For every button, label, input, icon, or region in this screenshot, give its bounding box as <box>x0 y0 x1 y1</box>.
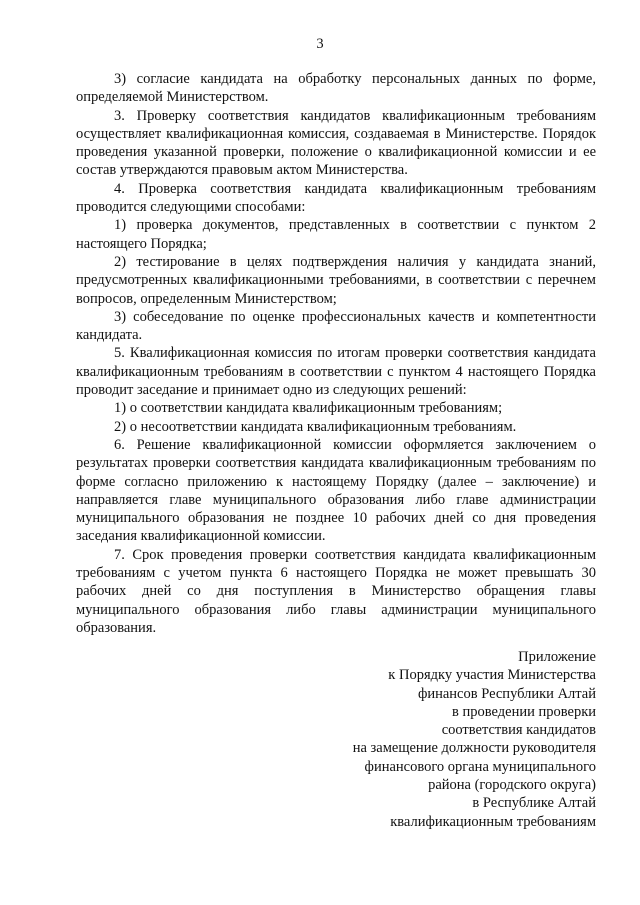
paragraph-5: 5. Квалификационная комиссия по итогам проверки соответствия кандидата квалификационным требованиям в соответствии с пунктом 4 настоящего Порядка проводит заседание и принимает одно из следующих решений: <box>76 345 596 399</box>
appendix-line: финансового органа муниципального <box>364 758 596 775</box>
paragraph-3: 3. Проверку соответствия кандидатов квалификационным требованиям осуществляет квалификационная комиссия, создаваемая в Министерстве. Порядок проведения указанной проверки, положение о квалификационной комиссии и ее состав утверждаются правовым актом Министерства. <box>76 107 596 179</box>
appendix-line: на замещение должности руководителя <box>352 740 596 757</box>
appendix-line: финансов Республики Алтай <box>417 685 596 702</box>
appendix-line: квалификационным требованиям <box>390 813 596 830</box>
appendix-line: к Порядку участия Министерства <box>388 667 596 684</box>
appendix-line: Приложение <box>518 649 596 665</box>
page-number: 3 <box>316 36 324 52</box>
appendix-line: района (городского округа) <box>428 777 596 794</box>
appendix-line: в Республике Алтай <box>472 795 596 812</box>
paragraph-4: 4. Проверка соответствия кандидата квалификационным требованиям проводится следующими способами: <box>76 180 596 216</box>
paragraph-6: 6. Решение квалификационной комиссии оформляется заключением о результатах проверки соответствия кандидата квалификационным требованиям по форме согласно приложению к настоящему Порядку (далее – заключение) и направляется главе муниципального образования либо главе администрации муниципального образования не позднее 10 рабочих дней со дня проведения заседания квалификационной комиссии. <box>76 436 596 545</box>
list-item-noncompliance: 2) о несоответствии кандидата квалификационным требованиям. <box>114 418 517 435</box>
appendix-line: соответствия кандидатов <box>441 722 596 739</box>
list-item-compliance: 1) о соответствии кандидата квалификационным требованиям; <box>114 400 503 417</box>
document-body <box>76 70 596 637</box>
appendix-line: в проведении проверки <box>452 703 596 720</box>
paragraph-7: 7. Срок проведения проверки соответствия кандидата квалификационным требованиям с учетом пункта 6 настоящего Порядка не может превышать 30 рабочих дней со дня поступления в Министерство обращения главы муниципального образования либо главы администрации муниципального образования. <box>76 546 596 636</box>
list-item-interview: 3) собеседование по оценке профессиональных качеств и компетентности кандидата. <box>76 308 596 344</box>
appendix-header <box>296 648 596 831</box>
paragraph-consent: 3) согласие кандидата на обработку персональных данных по форме, определяемой Министерством. <box>76 71 596 106</box>
list-item-document-check: 1) проверка документов, представленных в соответствии с пунктом 2 настоящего Порядка; <box>76 217 596 252</box>
list-item-testing: 2) тестирование в целях подтверждения наличия у кандидата знаний, предусмотренных квалификационными требованиями, в соответствии с перечнем вопросов, определенным Министерством; <box>76 253 596 307</box>
